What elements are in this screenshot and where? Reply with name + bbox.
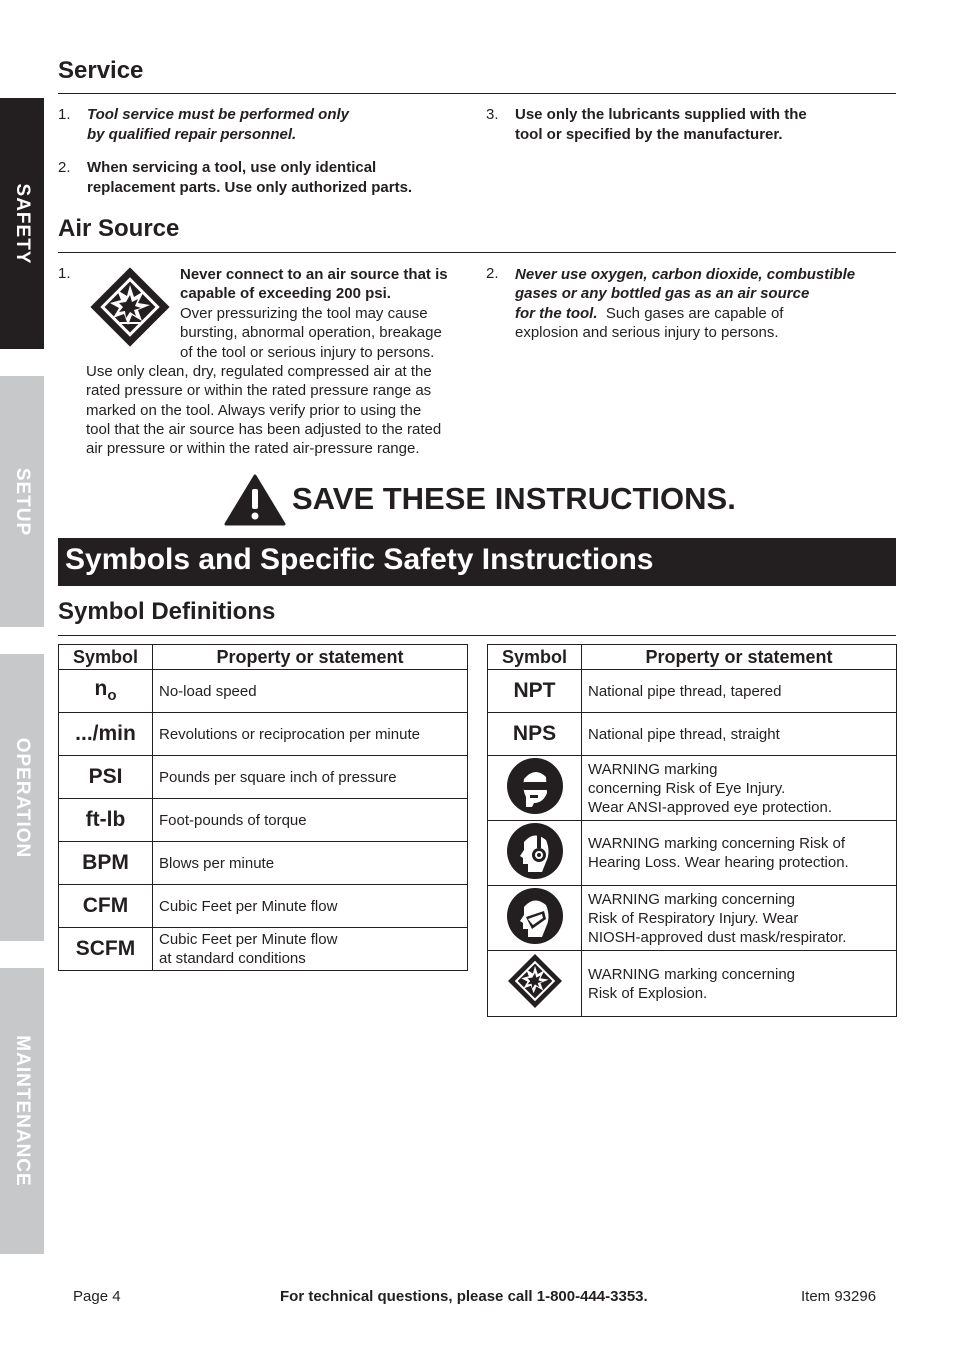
service-item-1: 1. Tool service must be performed only by qualified repair personnel. (58, 106, 350, 143)
symbol-cell: $n_o$ (59, 670, 153, 713)
footer-support-text: For technical questions, please call 1-800-444-3353. (280, 1288, 648, 1305)
table-header-row (488, 645, 897, 670)
table-row (488, 951, 897, 1017)
property-cell: National pipe thread, tapered (582, 670, 897, 713)
save-instructions-heading: SAVE THESE INSTRUCTIONS. (292, 481, 736, 516)
symbol-cell (488, 951, 582, 1017)
property-cell: National pipe thread, straight (582, 713, 897, 756)
symbol-table-left (58, 644, 468, 971)
property-cell: No-load speed (153, 670, 468, 713)
symbol-cell: BPM (59, 842, 153, 885)
footer-page-number: Page 4 (73, 1288, 121, 1305)
symbol-cell: .../min (59, 713, 153, 756)
air-source-divider (58, 252, 896, 253)
symbol-cell: NPT (488, 670, 582, 713)
tab-operation[interactable] (0, 654, 44, 941)
property-cell: Cubic Feet per Minute flow at standard conditions (153, 928, 468, 971)
table-row (488, 886, 897, 951)
symbol-definitions-heading: Symbol Definitions (58, 598, 276, 625)
property-cell: Cubic Feet per Minute flow (153, 885, 468, 928)
property-cell: WARNING marking concerning Risk of Eye Injury. Wear ANSI-approved eye protection. (582, 756, 897, 821)
property-cell: WARNING marking concerning Risk of Hearing Loss. Wear hearing protection. (582, 821, 897, 886)
column-header-symbol: Symbol (488, 645, 582, 670)
service-heading: Service (58, 57, 144, 84)
service-item-3: 3. Use only the lubricants supplied with the tool or specified by the manufacturer. (486, 106, 807, 143)
property-cell: WARNING marking concerning Risk of Explosion. (582, 951, 897, 1017)
table-row (488, 821, 897, 886)
symbol-cell: ft-lb (59, 799, 153, 842)
table-row (59, 670, 468, 713)
column-header-property: Property or statement (153, 645, 468, 670)
symbol-cell (488, 756, 582, 821)
table-row (59, 799, 468, 842)
tab-safety[interactable] (0, 98, 44, 349)
table-row (59, 928, 468, 971)
symbol-table-right (487, 644, 897, 1017)
symbol-cell (488, 821, 582, 886)
air-source-item-1-body: Use only clean, dry, regulated compressed air at the rated pressure or within the rated pressure range as marked on the tool. Always verify prior to using the tool that the air source has been adjusted to the rated air pressure or within the rated air-pressure range. (86, 363, 442, 458)
table-row (488, 670, 897, 713)
service-divider (58, 93, 896, 94)
property-cell: Blows per minute (153, 842, 468, 885)
table-row (488, 713, 897, 756)
table-row (59, 756, 468, 799)
eye-protection-icon (506, 757, 564, 815)
table-row (488, 756, 897, 821)
air-source-item-1-text: Over pressurizing the tool may cause bursting, abnormal operation, breakage of the tool or serious injury to persons. (180, 305, 442, 361)
symbol-cell: SCFM (59, 928, 153, 971)
property-cell: Revolutions or reciprocation per minute (153, 713, 468, 756)
hearing-protection-icon (506, 822, 564, 880)
symbol-definitions-divider (58, 635, 896, 636)
tab-operation-label: OPERATION (12, 737, 33, 858)
tab-setup-label: SETUP (12, 467, 33, 536)
tab-setup[interactable] (0, 376, 44, 627)
symbol-cell: CFM (59, 885, 153, 928)
property-cell: Foot-pounds of torque (153, 799, 468, 842)
section-banner (58, 538, 896, 586)
air-source-item-2-num: 2. (486, 265, 499, 282)
air-source-item-2: Never use oxygen, carbon dioxide, combustible gases or any bottled gas as an air source for the tool. Such gases are capable of explosion and serious injury to persons. (515, 266, 856, 341)
property-cell: Pounds per square inch of pressure (153, 756, 468, 799)
explosion-hazard-icon (505, 951, 565, 1011)
air-source-heading: Air Source (58, 215, 180, 242)
symbol-cell: NPS (488, 713, 582, 756)
symbol-cell (488, 886, 582, 951)
column-header-symbol: Symbol (59, 645, 153, 670)
property-cell: WARNING marking concerning Risk of Respiratory Injury. Wear NIOSH-approved dust mask/respirator. (582, 886, 897, 951)
respirator-icon (506, 887, 564, 945)
tab-maintenance-label: MAINTENANCE (12, 1035, 33, 1187)
table-row (59, 885, 468, 928)
table-header-row (59, 645, 468, 670)
symbol-cell: PSI (59, 756, 153, 799)
explosion-hazard-icon (86, 263, 174, 351)
service-item-2: 2. When servicing a tool, use only identical replacement parts. Use only authorized parts. (58, 159, 413, 196)
table-row (59, 842, 468, 885)
tab-maintenance[interactable] (0, 968, 44, 1254)
air-source-item-1-num: 1. (58, 265, 71, 282)
section-banner-title: Symbols and Specific Safety Instructions (65, 543, 654, 576)
air-source-item-1-bold: Never connect to an air source that is capable of exceeding 200 psi. (180, 266, 448, 303)
footer-item-number: Item 93296 (801, 1288, 877, 1305)
column-header-property: Property or statement (582, 645, 897, 670)
tab-safety-label: SAFETY (12, 183, 33, 264)
table-row (59, 713, 468, 756)
warning-triangle-icon (224, 474, 286, 526)
